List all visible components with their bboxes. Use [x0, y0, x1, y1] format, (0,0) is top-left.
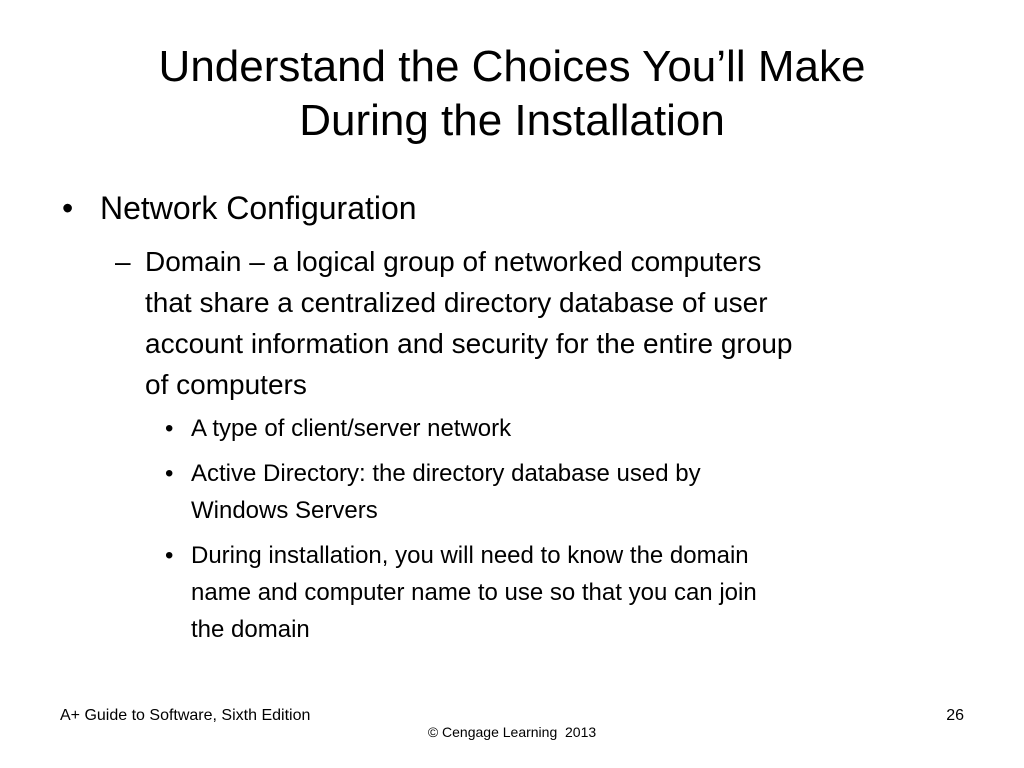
sub-sub-bullet-line: Windows Servers — [191, 497, 378, 524]
sub-sub-bullet-text — [191, 537, 951, 648]
sub-bullet-line: of computers — [145, 369, 307, 400]
bullet-marker: • — [165, 460, 174, 487]
dash-marker: – — [115, 246, 131, 277]
bullet-text: Network Configuration — [100, 190, 417, 226]
bullet-marker: • — [165, 415, 174, 442]
sub-sub-bullet-line: A type of client/server network — [191, 415, 512, 442]
sub-bullet-text — [145, 241, 945, 405]
sub-bullet-line: Domain – a logical group of networked computers — [145, 246, 762, 277]
sub-bullet-line: that share a centralized directory database of user — [145, 287, 768, 318]
sub-sub-bullet-text — [191, 455, 951, 529]
sub-sub-bullet-line: During installation, you will need to know the domain — [191, 542, 749, 569]
bullet-marker: • — [165, 542, 174, 569]
sub-sub-bullet-text — [191, 410, 951, 447]
footer-book-title: A+ Guide to Software, Sixth Edition — [60, 707, 311, 724]
slide-title-line-2: During the Installation — [299, 96, 725, 145]
sub-sub-bullet-line: Active Directory: the directory database used by — [191, 460, 701, 487]
sub-bullet-line: account information and security for the entire group — [145, 328, 793, 359]
footer-copyright: © Cengage Learning 2013 — [427, 724, 597, 740]
page-number: 26 — [946, 707, 964, 724]
bullet-marker: • — [62, 190, 74, 226]
sub-sub-bullet-line: the domain — [191, 616, 310, 643]
sub-sub-bullet-line: name and computer name to use so that you can join — [191, 579, 757, 606]
slide-title-line-1: Understand the Choices You’ll Make — [158, 42, 866, 91]
